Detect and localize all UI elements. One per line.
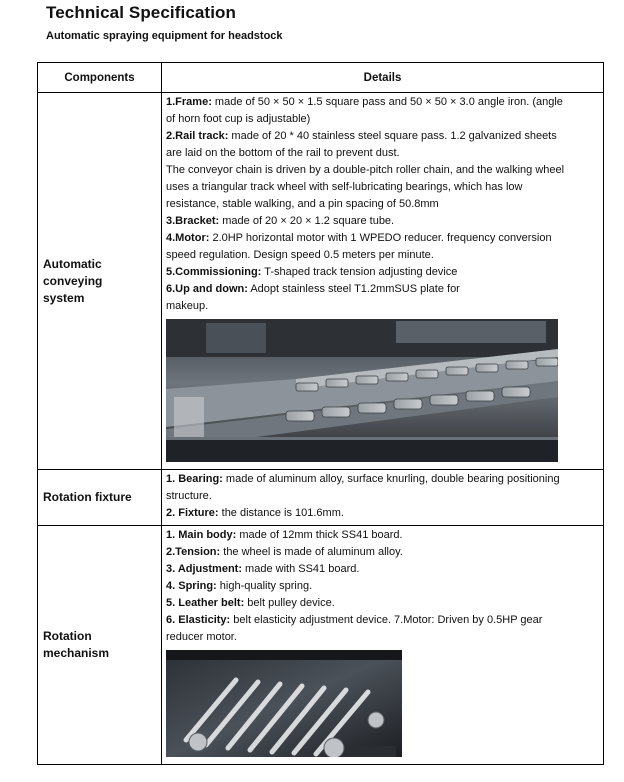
detail-item-cont: of horn foot cup is adjustable) <box>166 113 311 125</box>
detail-item: 6. Elasticity: belt elasticity adjustment device. 7.Motor: Driven by 0.5HP gear <box>166 614 543 626</box>
page-subtitle: Automatic spraying equipment for headstock <box>46 30 283 42</box>
component-cell <box>38 93 162 470</box>
detail-paragraph: resistance, stable walking, and a pin spacing of 50.8mm <box>166 198 439 210</box>
details-cell <box>162 93 604 470</box>
detail-item-cont: structure. <box>166 490 212 502</box>
detail-item: 2. Fixture: the distance is 101.6mm. <box>166 507 344 519</box>
component-label: system <box>43 290 85 305</box>
detail-item: 1. Bearing: made of aluminum alloy, surface knurling, double bearing positioning <box>166 473 560 485</box>
detail-item: 1.Frame: made of 50 × 50 × 1.5 square pass and 50 × 50 × 3.0 angle iron. (angle <box>166 96 563 108</box>
detail-item: 2.Tension: the wheel is made of aluminum alloy. <box>166 546 403 558</box>
details-cell <box>162 470 604 526</box>
header-details: Details <box>162 63 604 93</box>
detail-item: 1. Main body: made of 12mm thick SS41 board. <box>166 529 403 541</box>
detail-item: 5.Commissioning: T-shaped track tension adjusting device <box>166 266 458 278</box>
detail-paragraph: uses a triangular track wheel with self-lubricating bearings, which has low <box>166 181 523 193</box>
detail-item: 3. Adjustment: made with SS41 board. <box>166 563 360 575</box>
detail-item-cont: speed regulation. Design speed 0.5 meters per minute. <box>166 249 434 261</box>
detail-item-cont: makeup. <box>166 300 209 312</box>
detail-item: 6.Up and down: Adopt stainless steel T1.2mmSUS plate for <box>166 283 460 295</box>
spec-table <box>37 62 604 765</box>
component-cell <box>38 470 162 526</box>
table-row <box>38 93 604 470</box>
rotation-mechanism-photo <box>166 650 599 757</box>
table-row <box>38 526 604 765</box>
detail-item-cont: reducer motor. <box>166 631 237 643</box>
detail-paragraph: The conveyor chain is driven by a double-pitch roller chain, and the walking wheel <box>166 164 565 176</box>
detail-item: 3.Bracket: made of 20 × 20 × 1.2 square tube. <box>166 215 395 227</box>
detail-item: 4. Spring: high-quality spring. <box>166 580 313 592</box>
table-row <box>38 470 604 526</box>
conveyor-photo <box>166 319 599 462</box>
component-label: mechanism <box>43 646 110 660</box>
component-cell <box>38 526 162 765</box>
detail-item-cont: are laid on the bottom of the rail to prevent dust. <box>166 147 400 159</box>
header-components: Components <box>38 63 162 93</box>
detail-item: 4.Motor: 2.0HP horizontal motor with 1 WPEDO reducer. frequency conversion <box>166 232 552 244</box>
component-label: conveying <box>43 273 103 288</box>
details-cell <box>162 526 604 765</box>
table-header-row <box>38 63 604 93</box>
component-label: Rotation fixture <box>43 490 132 504</box>
detail-item: 5. Leather belt: belt pulley device. <box>166 597 335 609</box>
detail-item: 2.Rail track: made of 20 * 40 stainless steel square pass. 1.2 galvanized sheets <box>166 130 557 142</box>
page-title: Technical Specification <box>46 3 236 22</box>
component-label: Rotation <box>43 629 92 643</box>
component-label: Automatic <box>43 256 102 271</box>
